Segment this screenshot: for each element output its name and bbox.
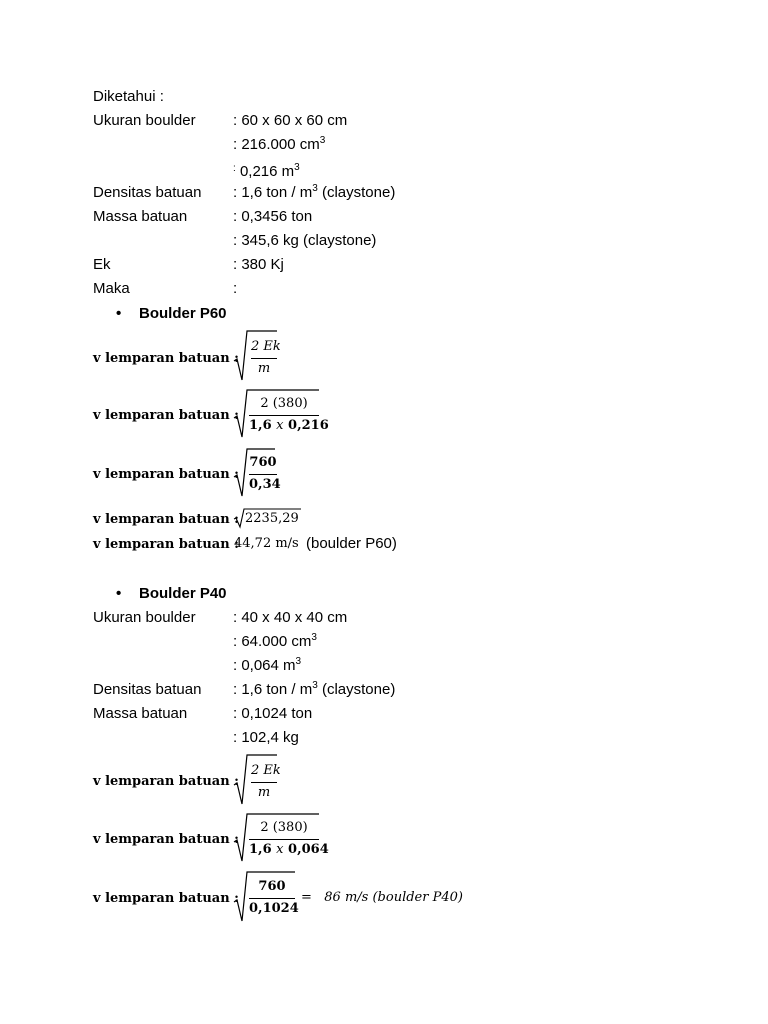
fraction-bar (251, 358, 277, 359)
fraction-bar (249, 898, 295, 899)
fraction-numerator: 2 (380) (260, 820, 308, 835)
fraction-denominator: 0,34 (249, 477, 281, 492)
massa-ton-value: : 0,1024 ton (233, 705, 313, 722)
maka-label: Maka (93, 280, 130, 297)
massa-label: Massa batuan (93, 705, 188, 722)
fraction (249, 396, 329, 436)
massa-kg-value: : 102,4 kg (233, 729, 299, 746)
ukuran-value: : 60 x 60 x 60 cm (233, 112, 348, 129)
maka-colon: : (233, 280, 238, 297)
ukuran-label: Ukuran boulder (93, 609, 196, 626)
ek-label: Ek (93, 256, 111, 273)
result-note: (boulder P60) (306, 535, 397, 552)
massa-label: Massa batuan (93, 208, 188, 225)
fraction-numerator: 760 (258, 879, 286, 894)
formula-label: v lemparan batuan : (93, 832, 239, 847)
formula-label: v lemparan batuan : (93, 512, 239, 527)
densitas-label: Densitas batuan (93, 681, 202, 698)
fraction (251, 763, 281, 803)
fraction-denominator: m (257, 361, 271, 376)
ukuran-value: : 40 x 40 x 40 cm (233, 609, 348, 626)
fraction (249, 879, 299, 921)
volume-cm-value: : 64.000 $cm^3$ (233, 632, 317, 650)
massa-kg-value: : 345,6 kg (claystone) (233, 232, 377, 249)
fraction-bar (249, 474, 277, 475)
densitas-value: : 1,6 ton / $m^3$ (claystone) (233, 680, 396, 698)
fraction (251, 339, 281, 379)
ukuran-label: Ukuran boulder (93, 112, 196, 129)
fraction-numerator: 2 Ek (251, 763, 281, 778)
fraction-numerator: 2 Ek (251, 339, 281, 354)
formula-label: v lemparan batuan : (93, 891, 239, 906)
densitas-value: : 1,6 ton / $m^3$ (claystone) (233, 183, 396, 201)
result-value: 44,72 m/s (234, 536, 299, 551)
fraction-numerator: 2 (380) (260, 396, 308, 411)
diketahui-label: Diketahui : (93, 88, 164, 105)
fraction-bar (251, 782, 277, 783)
fraction-denominator: m (257, 785, 271, 800)
formula-label: v lemparan batuan : (93, 467, 239, 482)
heading-text: Boulder P40 (139, 585, 227, 602)
heading-text: Boulder P60 (139, 305, 227, 322)
fraction-numerator: 760 (249, 455, 277, 470)
fraction-denominator: 0,1024 (249, 901, 299, 916)
volume-cm-value: : 216.000 $cm^3$ (233, 135, 326, 153)
formula-label: v lemparan batuan : (93, 537, 239, 552)
volume-m-value: : 0,216 $m^3$ (233, 162, 300, 180)
fraction-denominator: 1,6 x 0,064 (249, 842, 329, 857)
formula-label: v lemparan batuan : (93, 351, 239, 366)
fraction (249, 820, 329, 860)
fraction-bar (249, 415, 319, 416)
ek-value: : 380 Kj (233, 256, 284, 273)
formula-label: v lemparan batuan : (93, 774, 239, 789)
fraction (249, 455, 281, 495)
densitas-label: Densitas batuan (93, 184, 202, 201)
result-equation: = 86 m/s (boulder P40) (301, 890, 463, 905)
fraction-bar (249, 839, 319, 840)
volume-m-value: : 0,064 $m^3$ (233, 656, 302, 674)
massa-ton-value: : 0,3456 ton (233, 208, 313, 225)
bullet-icon: • (116, 585, 122, 602)
bullet-icon: • (116, 305, 122, 322)
radicand: 2235,29 (245, 511, 299, 526)
fraction-denominator: 1,6 x 0,216 (249, 418, 329, 433)
formula-label: v lemparan batuan : (93, 408, 239, 423)
